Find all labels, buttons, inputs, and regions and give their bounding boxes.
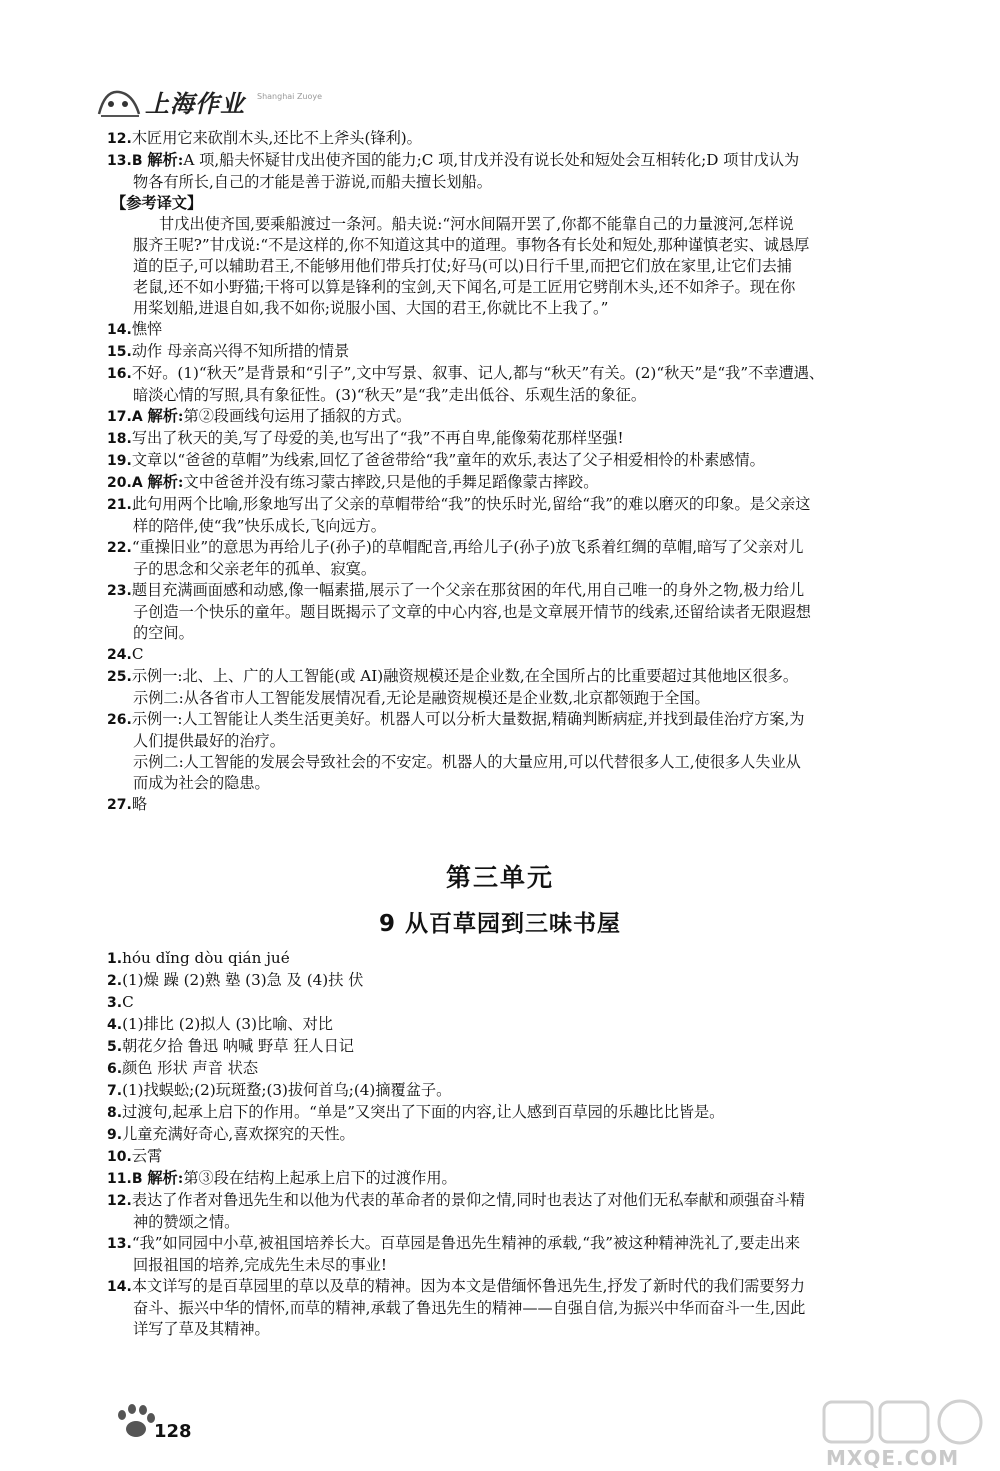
answer-line — [107, 970, 947, 992]
page-header — [95, 78, 415, 128]
answer-text: 写出了秋天的美,写了母爱的美,也写出了“我”不再自卑,能像菊花那样坚强! — [131, 429, 624, 447]
answer-text: 不好。(1)“秋天”是背景和“引子”,文中写景、叙事、记人,都与“秋天”有关。(2)“秋天”是“我”不幸遭遇、 — [131, 364, 825, 382]
answer-line — [107, 1058, 947, 1080]
question-number: 3. — [107, 995, 123, 1011]
choice-answer: B — [131, 1171, 148, 1187]
answer-line — [107, 341, 947, 363]
answer-text: 示例一:北、上、广的人工智能(或 AI)融资规模还是企业数,在全国所占的比重要超过其他地区很多。 — [131, 667, 799, 685]
continuation-line: 而成为社会的隐患。 — [133, 774, 270, 792]
answer-line — [107, 319, 947, 341]
question-number: 14. — [107, 1279, 132, 1295]
answer-text: 表达了作者对鲁迅先生和以他为代表的革命者的景仰之情,同时也表达了对他们无私奉献和顽强奋斗精 — [131, 1191, 805, 1209]
question-number: 26. — [107, 712, 132, 728]
answer-text: 文章以“爸爸的草帽”为线索,回忆了爸爸带给“我”童年的欢乐,表达了父子相爱相怜的朴素感情。 — [131, 451, 765, 469]
translation-paragraph-start: 甘戊出使齐国,要乘船渡过一条河。船夫说:“河水间隔开罢了,你都不能靠自己的力量渡河,怎样说 — [159, 215, 794, 233]
answer-line — [107, 580, 947, 602]
question-number: 15. — [107, 344, 132, 360]
question-number: 13. — [107, 153, 132, 169]
question-number: 27. — [107, 797, 132, 813]
answer-line — [107, 1168, 947, 1190]
question-number: 19. — [107, 453, 132, 469]
continuation-line: 神的赞颂之情。 — [133, 1213, 240, 1231]
answer-text: 题目充满画面感和动感,像一幅素描,展示了一个父亲在那贫困的年代,用自己唯一的身外之物,极力给儿 — [131, 581, 805, 599]
question-number: 16. — [107, 366, 132, 382]
answer-line — [107, 1080, 947, 1102]
continuation-line: 道的臣子,可以辅助君王,不能够用他们带兵打仗;好马(可以)日行千里,而把它们放在家里,让它们去捕 — [133, 257, 792, 275]
answers-section-2 — [107, 948, 947, 1340]
answers-section-1 — [107, 128, 947, 816]
question-number: 9. — [107, 1127, 123, 1143]
answer-line — [107, 666, 947, 688]
page-footer — [112, 1397, 312, 1457]
question-number: 14. — [107, 322, 132, 338]
watermark-text: MXQE.COM — [826, 1446, 960, 1470]
continuation-line: 服齐王呢?”甘戊说:“不是这样的,你不知道这其中的道理。事物各有长处和短处,那种谨慎老实、诚恳厚 — [133, 236, 810, 254]
question-number: 22. — [107, 540, 132, 556]
mascot-logo-icon — [95, 84, 143, 120]
question-number: 4. — [107, 1017, 123, 1033]
question-number: 11. — [107, 1171, 132, 1187]
question-number: 12. — [107, 1193, 132, 1209]
reference-translation-heading: 【参考译文】 — [111, 194, 203, 212]
answer-text: 第③段在结构上起承上启下的过渡作用。 — [183, 1169, 457, 1187]
continuation-line: 人们提供最好的治疗。 — [133, 732, 285, 750]
answer-line — [107, 1102, 947, 1124]
answer-line — [107, 794, 947, 816]
analysis-label: 解析: — [147, 151, 184, 169]
answer-text: 此句用两个比喻,形象地写出了父亲的草帽带给“我”的快乐时光,留给“我”的难以磨灭的印象。是父亲这 — [131, 495, 811, 513]
answer-text: 颜色 形状 声音 状态 — [122, 1059, 259, 1077]
answer-line — [107, 992, 947, 1014]
choice-answer: A — [131, 475, 148, 491]
analysis-label: 解析: — [147, 473, 184, 491]
continuation-line: 物各有所长,自己的才能是善于游说,而船夫擅长划船。 — [133, 173, 492, 191]
answer-line — [107, 363, 947, 385]
continuation-line: 暗淡心情的写照,具有象征性。(3)“秋天”是“我”走出低谷、乐观生活的象征。 — [133, 386, 647, 404]
continuation-line: 回报祖国的培养,完成先生未尽的事业! — [133, 1256, 387, 1274]
question-number: 7. — [107, 1083, 123, 1099]
question-number: 2. — [107, 973, 123, 989]
paw-print-icon — [112, 1401, 160, 1445]
continuation-line: 样的陪伴,使“我”快乐成长,飞向远方。 — [133, 517, 386, 535]
question-number: 20. — [107, 475, 132, 491]
continuation-line: 用桨划船,进退自如,我不如你;说服小国、大国的君王,你就比不上我了。” — [133, 299, 609, 317]
answer-line — [107, 709, 947, 731]
analysis-label: 解析: — [147, 1169, 184, 1187]
question-number: 25. — [107, 669, 132, 685]
answer-line — [107, 472, 947, 494]
answer-line — [107, 1276, 947, 1298]
answer-line — [107, 128, 947, 150]
analysis-label: 解析: — [147, 407, 184, 425]
question-number: 24. — [107, 647, 132, 663]
answer-text: C — [122, 993, 134, 1011]
answer-text: 过渡句,起承上启下的作用。“单是”又突出了下面的内容,让人感到百草园的乐趣比比皆是。 — [122, 1103, 725, 1121]
answer-line — [107, 948, 947, 970]
answer-line — [107, 537, 947, 559]
brand-title: 上海作业 — [145, 89, 245, 118]
answer-line — [107, 644, 947, 666]
answer-line — [107, 1190, 947, 1212]
answer-text: 动作 母亲高兴得不知所措的情景 — [131, 342, 350, 360]
answer-text: 憔悴 — [131, 320, 163, 338]
question-number: 18. — [107, 431, 132, 447]
question-number: 12. — [107, 131, 132, 147]
unit-title: 第三单元 — [445, 863, 554, 892]
answer-line — [107, 406, 947, 428]
answer-text: 示例一:人工智能让人类生活更美好。机器人可以分析大量数据,精确判断病症,并找到最佳治疗方案,为 — [131, 710, 805, 728]
brand-subtitle: Shanghai Zuoye — [257, 92, 323, 101]
question-number: 13. — [107, 1236, 132, 1252]
continuation-line: 示例二:从各省市人工智能发展情况看,无论是融资规模还是企业数,北京都领跑于全国。 — [133, 689, 710, 707]
continuation-line: 奋斗、振兴中华的情怀,而草的精神,承载了鲁迅先生的精神——自强自信,为振兴中华而奋斗一生,因此 — [133, 1299, 806, 1317]
answer-text: 儿童充满好奇心,喜欢探究的天性。 — [122, 1125, 355, 1143]
answer-line — [107, 1233, 947, 1255]
continuation-line: 的空间。 — [133, 624, 194, 642]
answer-line — [107, 1036, 947, 1058]
question-number: 17. — [107, 409, 132, 425]
answer-text: (1)找蜈蚣;(2)玩斑蝥;(3)拔何首乌;(4)摘覆盆子。 — [122, 1081, 452, 1099]
answer-text: 云霄 — [131, 1147, 163, 1165]
continuation-line: 老鼠,还不如小野猫;干将可以算是锋利的宝剑,天下闻名,可是工匠用它劈削木头,还不如斧子。现在你 — [133, 278, 796, 296]
continuation-line: 详写了草及其精神。 — [133, 1320, 270, 1338]
answer-text: hóu dǐng dòu qián jué — [122, 949, 290, 967]
question-number: 8. — [107, 1105, 123, 1121]
answer-text: 文中爸爸并没有练习蒙古摔跤,只是他的手舞足蹈像蒙古摔跤。 — [183, 473, 599, 491]
continuation-line: 子的思念和父亲老年的孤单、寂寞。 — [133, 560, 376, 578]
page-number: 128 — [154, 1421, 192, 1442]
answer-text: 朝花夕拾 鲁迅 呐喊 野草 狂人日记 — [122, 1037, 354, 1055]
answer-line — [107, 1014, 947, 1036]
answer-text: (1)排比 (2)拟人 (3)比喻、对比 — [122, 1015, 333, 1033]
question-number: 6. — [107, 1061, 123, 1077]
answer-text: 木匠用它来砍削木头,还比不上斧头(锋利)。 — [131, 129, 422, 147]
answer-line — [107, 150, 947, 172]
answer-line — [107, 428, 947, 450]
continuation-line: 子创造一个快乐的童年。题目既揭示了文章的中心内容,也是文章展开情节的线索,还留给读者无限遐想 — [133, 603, 811, 621]
choice-answer: A — [131, 409, 148, 425]
answer-line — [107, 1146, 947, 1168]
answer-text: 第②段画线句运用了插叙的方式。 — [183, 407, 412, 425]
question-number: 10. — [107, 1149, 132, 1165]
lesson-title: 9 从百草园到三味书屋 — [378, 911, 621, 937]
question-number: 23. — [107, 583, 132, 599]
choice-answer: B — [131, 153, 148, 169]
answer-text: A 项,船夫怀疑甘戊出使齐国的能力;C 项,甘戊并没有说长处和短处会互相转化;D 项甘戊认为 — [183, 151, 800, 169]
answer-line — [107, 1124, 947, 1146]
answer-line — [107, 494, 947, 516]
answer-text: 本文详写的是百草园里的草以及草的精神。因为本文是借缅怀鲁迅先生,抒发了新时代的我们需要努力 — [131, 1277, 805, 1295]
answer-text: “重操旧业”的意思为再给儿子(孙子)的草帽配音,再给儿子(孙子)放飞系着红绸的草帽,暗写了父亲对儿 — [131, 538, 804, 556]
continuation-line: 示例二:人工智能的发展会导致社会的不安定。机器人的大量应用,可以代替很多人工,使很多人失业从 — [133, 753, 801, 771]
answer-line — [107, 450, 947, 472]
answer-text: C — [131, 645, 144, 663]
question-number: 21. — [107, 497, 132, 513]
question-number: 1. — [107, 951, 123, 967]
question-number: 5. — [107, 1039, 123, 1055]
answer-text: 略 — [131, 795, 147, 813]
answer-text: (1)燥 躁 (2)熟 塾 (3)急 及 (4)扶 伏 — [122, 971, 364, 989]
answer-text: “我”如同园中小草,被祖国培养长大。百草园是鲁迅先生精神的承载,“我”被这种精神洗礼了,要走出来 — [131, 1234, 801, 1252]
